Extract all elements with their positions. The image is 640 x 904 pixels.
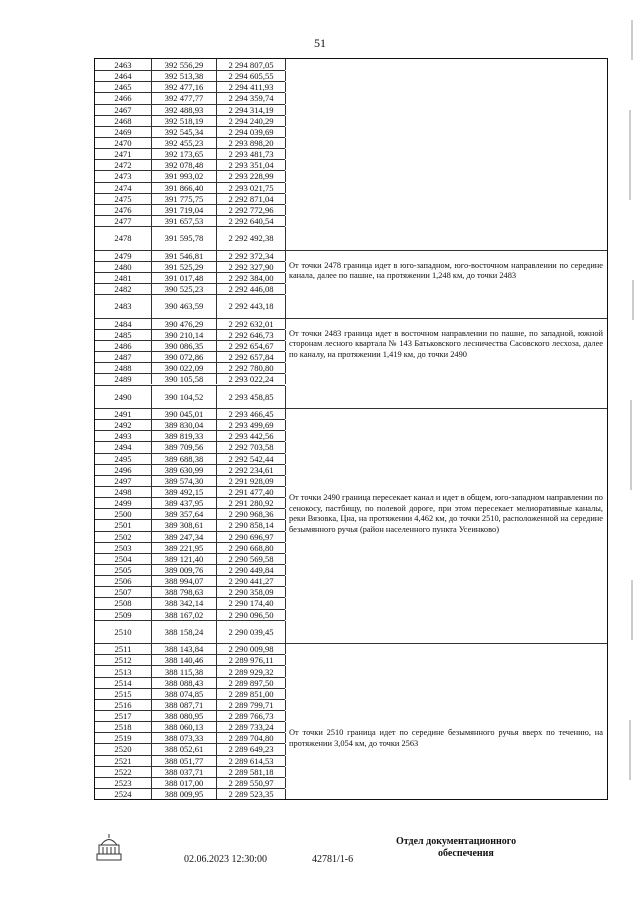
x-coordinate-cell: 388 017,00 bbox=[152, 778, 217, 788]
table-row bbox=[95, 609, 285, 620]
y-coordinate-cell: 2 289 614,53 bbox=[217, 756, 286, 766]
point-number-cell: 2479 bbox=[95, 251, 152, 261]
y-coordinate-cell: 2 290 968,36 bbox=[217, 509, 286, 519]
x-coordinate-cell: 388 060,13 bbox=[152, 722, 217, 732]
point-number-cell: 2503 bbox=[95, 543, 152, 553]
x-coordinate-cell: 392 556,29 bbox=[152, 59, 217, 70]
table-row bbox=[95, 665, 285, 676]
point-number-cell: 2505 bbox=[95, 565, 152, 575]
y-coordinate-cell: 2 292 640,54 bbox=[217, 216, 286, 226]
point-number-cell: 2524 bbox=[95, 789, 152, 799]
point-number-cell: 2477 bbox=[95, 216, 152, 226]
point-number-cell: 2495 bbox=[95, 454, 152, 464]
x-coordinate-cell: 392 513,38 bbox=[152, 71, 217, 81]
table-row bbox=[95, 148, 285, 159]
y-coordinate-cell: 2 289 733,24 bbox=[217, 722, 286, 732]
x-coordinate-cell: 392 477,77 bbox=[152, 93, 217, 103]
point-number-cell: 2466 bbox=[95, 93, 152, 103]
y-coordinate-cell: 2 290 039,45 bbox=[217, 621, 286, 644]
page-number: 51 bbox=[314, 36, 326, 50]
point-number-cell: 2504 bbox=[95, 554, 152, 564]
table-row bbox=[95, 318, 285, 329]
x-coordinate-cell: 388 073,33 bbox=[152, 733, 217, 743]
boundary-description-cell bbox=[285, 408, 607, 643]
point-number-cell: 2518 bbox=[95, 722, 152, 732]
point-number-cell: 2471 bbox=[95, 149, 152, 159]
boundary-description-text: От точки 2483 граница идет в восточном направлении по пашне, по западной, южной сторонам лесного квартала № 143 Батьковского лесничества Сасовского лесхоза, далее по каналу, на протяжении 1,419 км, до точки 2490 bbox=[289, 328, 603, 359]
x-coordinate-cell: 391 866,40 bbox=[152, 183, 217, 193]
table-row bbox=[95, 261, 285, 272]
point-number-cell: 2463 bbox=[95, 59, 152, 70]
x-coordinate-cell: 390 086,35 bbox=[152, 341, 217, 351]
point-number-cell: 2506 bbox=[95, 576, 152, 586]
x-coordinate-cell: 389 121,40 bbox=[152, 554, 217, 564]
point-number-cell: 2488 bbox=[95, 363, 152, 373]
point-number-cell: 2512 bbox=[95, 655, 152, 665]
x-coordinate-cell: 390 463,59 bbox=[152, 295, 217, 318]
point-number-cell: 2498 bbox=[95, 487, 152, 497]
table-row bbox=[95, 464, 285, 475]
y-coordinate-cell: 2 289 704,80 bbox=[217, 733, 286, 743]
x-coordinate-cell: 388 009,95 bbox=[152, 789, 217, 799]
y-coordinate-cell: 2 294 359,74 bbox=[217, 93, 286, 103]
y-coordinate-cell: 2 289 649,23 bbox=[217, 744, 286, 754]
x-coordinate-cell: 389 247,34 bbox=[152, 532, 217, 542]
boundary-description-text: От точки 2510 граница идет по середине безымянного ручья вверх по течению, на протяжении 3,054 км, до точки 2563 bbox=[289, 728, 603, 748]
x-coordinate-cell: 391 993,02 bbox=[152, 171, 217, 181]
y-coordinate-cell: 2 292 542,44 bbox=[217, 454, 286, 464]
point-number-cell: 2497 bbox=[95, 476, 152, 486]
point-number-cell: 2468 bbox=[95, 116, 152, 126]
x-coordinate-cell: 391 719,04 bbox=[152, 205, 217, 215]
x-coordinate-cell: 392 173,65 bbox=[152, 149, 217, 159]
x-coordinate-cell: 391 775,75 bbox=[152, 194, 217, 204]
x-coordinate-cell: 392 078,48 bbox=[152, 160, 217, 170]
point-number-cell: 2507 bbox=[95, 587, 152, 597]
y-coordinate-cell: 2 289 929,32 bbox=[217, 666, 286, 676]
y-coordinate-cell: 2 294 605,55 bbox=[217, 71, 286, 81]
boundary-description-cell bbox=[285, 318, 607, 408]
point-number-cell: 2499 bbox=[95, 498, 152, 508]
x-coordinate-cell: 392 477,16 bbox=[152, 82, 217, 92]
x-coordinate-cell: 389 688,38 bbox=[152, 454, 217, 464]
x-coordinate-cell: 391 525,29 bbox=[152, 262, 217, 272]
x-coordinate-cell: 390 210,14 bbox=[152, 330, 217, 340]
y-coordinate-cell: 2 293 466,45 bbox=[217, 409, 286, 419]
y-coordinate-cell: 2 292 492,38 bbox=[217, 227, 286, 250]
y-coordinate-cell: 2 292 772,96 bbox=[217, 205, 286, 215]
y-coordinate-cell: 2 294 314,19 bbox=[217, 105, 286, 115]
point-number-cell: 2467 bbox=[95, 105, 152, 115]
table-row bbox=[95, 215, 285, 226]
x-coordinate-cell: 390 476,29 bbox=[152, 319, 217, 329]
point-number-cell: 2502 bbox=[95, 532, 152, 542]
y-coordinate-cell: 2 292 632,01 bbox=[217, 319, 286, 329]
table-row bbox=[95, 531, 285, 542]
boundary-description-text: От точки 2490 граница пересекает канал и идет в общем, юго-западном направлении по сенокосу, пастбищу, по полевой дороге, при этом пересекает мелиоративные каналы, реки Вязовка, Цна, на протяжении 4,462 км, до точки 2510, расположенной на середине безымянного ручья (район населенного пункта Усеинково) bbox=[289, 493, 603, 534]
point-number-cell: 2482 bbox=[95, 284, 152, 294]
table-row bbox=[95, 193, 285, 204]
y-coordinate-cell: 2 290 569,58 bbox=[217, 554, 286, 564]
boundary-description-text: От точки 2478 граница идет в юго-западном, юго-восточном направлении по середине канала, далее по пашне, на протяжении 1,248 км, до точки 2483 bbox=[289, 260, 603, 281]
point-number-cell: 2510 bbox=[95, 621, 152, 644]
point-number-cell: 2519 bbox=[95, 733, 152, 743]
x-coordinate-cell: 388 798,63 bbox=[152, 587, 217, 597]
point-number-cell: 2485 bbox=[95, 330, 152, 340]
department-title: Отдел документационного bbox=[396, 836, 517, 847]
x-coordinate-cell: 390 104,52 bbox=[152, 386, 217, 409]
x-coordinate-cell: 390 525,23 bbox=[152, 284, 217, 294]
x-coordinate-cell: 389 819,33 bbox=[152, 431, 217, 441]
x-coordinate-cell: 389 221,95 bbox=[152, 543, 217, 553]
point-number-cell: 2464 bbox=[95, 71, 152, 81]
x-coordinate-cell: 388 342,14 bbox=[152, 598, 217, 608]
point-number-cell: 2523 bbox=[95, 778, 152, 788]
table-row bbox=[95, 654, 285, 665]
boundary-description-cell bbox=[285, 643, 607, 799]
boundary-description-cell bbox=[285, 59, 607, 250]
x-coordinate-cell: 392 518,19 bbox=[152, 116, 217, 126]
x-coordinate-cell: 388 051,77 bbox=[152, 756, 217, 766]
x-coordinate-cell: 389 830,04 bbox=[152, 420, 217, 430]
x-coordinate-cell: 388 037,71 bbox=[152, 767, 217, 777]
table-row bbox=[95, 453, 285, 464]
table-row bbox=[95, 519, 285, 530]
point-number-cell: 2469 bbox=[95, 127, 152, 137]
table-row bbox=[95, 710, 285, 721]
y-coordinate-cell: 2 293 022,24 bbox=[217, 374, 286, 384]
y-coordinate-cell: 2 293 458,85 bbox=[217, 386, 286, 409]
point-number-cell: 2476 bbox=[95, 205, 152, 215]
table-row bbox=[95, 620, 285, 644]
y-coordinate-cell: 2 290 696,97 bbox=[217, 532, 286, 542]
point-number-cell: 2522 bbox=[95, 767, 152, 777]
y-coordinate-cell: 2 289 523,35 bbox=[217, 789, 286, 799]
x-coordinate-cell: 388 087,71 bbox=[152, 700, 217, 710]
y-coordinate-cell: 2 292 654,67 bbox=[217, 341, 286, 351]
point-number-cell: 2490 bbox=[95, 386, 152, 409]
y-coordinate-cell: 2 291 928,09 bbox=[217, 476, 286, 486]
y-coordinate-cell: 2 290 009,98 bbox=[217, 644, 286, 654]
scan-edge-marks bbox=[622, 20, 638, 880]
y-coordinate-cell: 2 293 898,20 bbox=[217, 138, 286, 148]
x-coordinate-cell: 391 657,53 bbox=[152, 216, 217, 226]
point-number-cell: 2494 bbox=[95, 442, 152, 452]
y-coordinate-cell: 2 292 780,80 bbox=[217, 363, 286, 373]
table-row bbox=[95, 59, 285, 70]
table-row bbox=[95, 385, 285, 409]
y-coordinate-cell: 2 289 550,97 bbox=[217, 778, 286, 788]
table-row bbox=[95, 92, 285, 103]
point-number-cell: 2513 bbox=[95, 666, 152, 676]
x-coordinate-cell: 390 105,58 bbox=[152, 374, 217, 384]
point-number-cell: 2473 bbox=[95, 171, 152, 181]
point-number-cell: 2508 bbox=[95, 598, 152, 608]
y-coordinate-cell: 2 289 799,71 bbox=[217, 700, 286, 710]
y-coordinate-cell: 2 290 174,40 bbox=[217, 598, 286, 608]
table-row bbox=[95, 766, 285, 777]
x-coordinate-cell: 391 546,81 bbox=[152, 251, 217, 261]
point-number-cell: 2516 bbox=[95, 700, 152, 710]
table-row bbox=[95, 508, 285, 519]
x-coordinate-cell: 389 492,15 bbox=[152, 487, 217, 497]
emblem-icon bbox=[92, 830, 126, 864]
x-coordinate-cell: 389 437,95 bbox=[152, 498, 217, 508]
point-number-cell: 2492 bbox=[95, 420, 152, 430]
table-row bbox=[95, 81, 285, 92]
y-coordinate-cell: 2 289 766,73 bbox=[217, 711, 286, 721]
point-number-cell: 2515 bbox=[95, 689, 152, 699]
department-subtitle: обеспечения bbox=[438, 848, 494, 859]
x-coordinate-cell: 388 088,43 bbox=[152, 678, 217, 688]
y-coordinate-cell: 2 293 481,73 bbox=[217, 149, 286, 159]
boundary-description-cell bbox=[285, 250, 607, 318]
y-coordinate-cell: 2 289 897,50 bbox=[217, 678, 286, 688]
point-number-cell: 2509 bbox=[95, 610, 152, 620]
table-row bbox=[95, 743, 285, 754]
table-row bbox=[95, 159, 285, 170]
table-row bbox=[95, 226, 285, 250]
y-coordinate-cell: 2 290 449,84 bbox=[217, 565, 286, 575]
y-coordinate-cell: 2 294 039,69 bbox=[217, 127, 286, 137]
registration-datetime: 02.06.2023 12:30:00 bbox=[184, 854, 268, 865]
x-coordinate-cell: 389 357,64 bbox=[152, 509, 217, 519]
y-coordinate-cell: 2 292 703,58 bbox=[217, 442, 286, 452]
point-number-cell: 2496 bbox=[95, 465, 152, 475]
point-number-cell: 2500 bbox=[95, 509, 152, 519]
y-coordinate-cell: 2 292 446,08 bbox=[217, 284, 286, 294]
x-coordinate-cell: 388 143,84 bbox=[152, 644, 217, 654]
table-row bbox=[95, 104, 285, 115]
table-row bbox=[95, 419, 285, 430]
point-number-cell: 2493 bbox=[95, 431, 152, 441]
table-row bbox=[95, 137, 285, 148]
table-row bbox=[95, 126, 285, 137]
point-number-cell: 2480 bbox=[95, 262, 152, 272]
y-coordinate-cell: 2 292 234,61 bbox=[217, 465, 286, 475]
table-row bbox=[95, 170, 285, 181]
y-coordinate-cell: 2 291 477,40 bbox=[217, 487, 286, 497]
table-row bbox=[95, 70, 285, 81]
table-row bbox=[95, 272, 285, 283]
y-coordinate-cell: 2 290 668,80 bbox=[217, 543, 286, 553]
table-row bbox=[95, 586, 285, 597]
y-coordinate-cell: 2 290 441,27 bbox=[217, 576, 286, 586]
table-row bbox=[95, 688, 285, 699]
table-row bbox=[95, 115, 285, 126]
table-row bbox=[95, 542, 285, 553]
x-coordinate-cell: 389 009,76 bbox=[152, 565, 217, 575]
table-row bbox=[95, 441, 285, 452]
x-coordinate-cell: 391 017,48 bbox=[152, 273, 217, 283]
table-row bbox=[95, 329, 285, 340]
y-coordinate-cell: 2 292 646,73 bbox=[217, 330, 286, 340]
point-number-cell: 2511 bbox=[95, 644, 152, 654]
x-coordinate-cell: 389 630,99 bbox=[152, 465, 217, 475]
point-number-cell: 2470 bbox=[95, 138, 152, 148]
table-row bbox=[95, 677, 285, 688]
x-coordinate-cell: 390 022,09 bbox=[152, 363, 217, 373]
x-coordinate-cell: 392 455,23 bbox=[152, 138, 217, 148]
y-coordinate-cell: 2 289 976,11 bbox=[217, 655, 286, 665]
x-coordinate-cell: 390 072,86 bbox=[152, 352, 217, 362]
point-number-cell: 2517 bbox=[95, 711, 152, 721]
point-number-cell: 2489 bbox=[95, 374, 152, 384]
y-coordinate-cell: 2 292 657,84 bbox=[217, 352, 286, 362]
point-number-cell: 2478 bbox=[95, 227, 152, 250]
x-coordinate-cell: 389 308,61 bbox=[152, 520, 217, 530]
y-coordinate-cell: 2 294 411,93 bbox=[217, 82, 286, 92]
table-row bbox=[95, 777, 285, 788]
table-row bbox=[95, 553, 285, 564]
table-row bbox=[95, 643, 285, 654]
point-number-cell: 2483 bbox=[95, 295, 152, 318]
x-coordinate-cell: 388 158,24 bbox=[152, 621, 217, 644]
y-coordinate-cell: 2 290 358,09 bbox=[217, 587, 286, 597]
point-number-cell: 2491 bbox=[95, 409, 152, 419]
table-row bbox=[95, 362, 285, 373]
table-row bbox=[95, 755, 285, 766]
table-row bbox=[95, 373, 285, 384]
y-coordinate-cell: 2 291 280,92 bbox=[217, 498, 286, 508]
y-coordinate-cell: 2 290 096,50 bbox=[217, 610, 286, 620]
x-coordinate-cell: 388 167,02 bbox=[152, 610, 217, 620]
point-number-cell: 2501 bbox=[95, 520, 152, 530]
table-row bbox=[95, 721, 285, 732]
point-number-cell: 2520 bbox=[95, 744, 152, 754]
y-coordinate-cell: 2 292 384,00 bbox=[217, 273, 286, 283]
y-coordinate-cell: 2 293 228,99 bbox=[217, 171, 286, 181]
table-row bbox=[95, 182, 285, 193]
table-row bbox=[95, 497, 285, 508]
y-coordinate-cell: 2 293 499,69 bbox=[217, 420, 286, 430]
x-coordinate-cell: 392 488,93 bbox=[152, 105, 217, 115]
y-coordinate-cell: 2 292 443,18 bbox=[217, 295, 286, 318]
x-coordinate-cell: 389 709,56 bbox=[152, 442, 217, 452]
table-row bbox=[95, 475, 285, 486]
point-number-cell: 2472 bbox=[95, 160, 152, 170]
table-row bbox=[95, 204, 285, 215]
table-row bbox=[95, 486, 285, 497]
y-coordinate-cell: 2 293 442,56 bbox=[217, 431, 286, 441]
y-coordinate-cell: 2 292 871,04 bbox=[217, 194, 286, 204]
y-coordinate-cell: 2 289 581,18 bbox=[217, 767, 286, 777]
x-coordinate-cell: 389 574,30 bbox=[152, 476, 217, 486]
point-number-cell: 2474 bbox=[95, 183, 152, 193]
table-row bbox=[95, 408, 285, 419]
coordinates-table bbox=[94, 58, 608, 800]
x-coordinate-cell: 388 074,85 bbox=[152, 689, 217, 699]
table-row bbox=[95, 250, 285, 261]
point-number-cell: 2521 bbox=[95, 756, 152, 766]
table-row bbox=[95, 340, 285, 351]
x-coordinate-cell: 392 545,34 bbox=[152, 127, 217, 137]
point-number-cell: 2484 bbox=[95, 319, 152, 329]
point-number-cell: 2486 bbox=[95, 341, 152, 351]
table-row bbox=[95, 597, 285, 608]
y-coordinate-cell: 2 290 858,14 bbox=[217, 520, 286, 530]
y-coordinate-cell: 2 292 372,34 bbox=[217, 251, 286, 261]
table-row bbox=[95, 430, 285, 441]
x-coordinate-cell: 388 080,95 bbox=[152, 711, 217, 721]
table-row bbox=[95, 564, 285, 575]
y-coordinate-cell: 2 294 240,29 bbox=[217, 116, 286, 126]
point-number-cell: 2475 bbox=[95, 194, 152, 204]
x-coordinate-cell: 388 052,61 bbox=[152, 744, 217, 754]
x-coordinate-cell: 390 045,01 bbox=[152, 409, 217, 419]
x-coordinate-cell: 388 115,38 bbox=[152, 666, 217, 676]
point-number-cell: 2465 bbox=[95, 82, 152, 92]
y-coordinate-cell: 2 293 351,04 bbox=[217, 160, 286, 170]
table-row bbox=[95, 732, 285, 743]
point-number-cell: 2481 bbox=[95, 273, 152, 283]
x-coordinate-cell: 391 595,78 bbox=[152, 227, 217, 250]
x-coordinate-cell: 388 140,46 bbox=[152, 655, 217, 665]
registration-number: 42781/1-6 bbox=[312, 854, 354, 865]
point-number-cell: 2514 bbox=[95, 678, 152, 688]
point-number-cell: 2487 bbox=[95, 352, 152, 362]
x-coordinate-cell: 388 994,07 bbox=[152, 576, 217, 586]
table-row bbox=[95, 294, 285, 318]
y-coordinate-cell: 2 293 021,75 bbox=[217, 183, 286, 193]
table-row bbox=[95, 351, 285, 362]
y-coordinate-cell: 2 294 807,05 bbox=[217, 59, 286, 70]
table-row bbox=[95, 788, 285, 799]
table-row bbox=[95, 575, 285, 586]
y-coordinate-cell: 2 292 327,90 bbox=[217, 262, 286, 272]
table-row bbox=[95, 283, 285, 294]
table-row bbox=[95, 699, 285, 710]
y-coordinate-cell: 2 289 851,00 bbox=[217, 689, 286, 699]
